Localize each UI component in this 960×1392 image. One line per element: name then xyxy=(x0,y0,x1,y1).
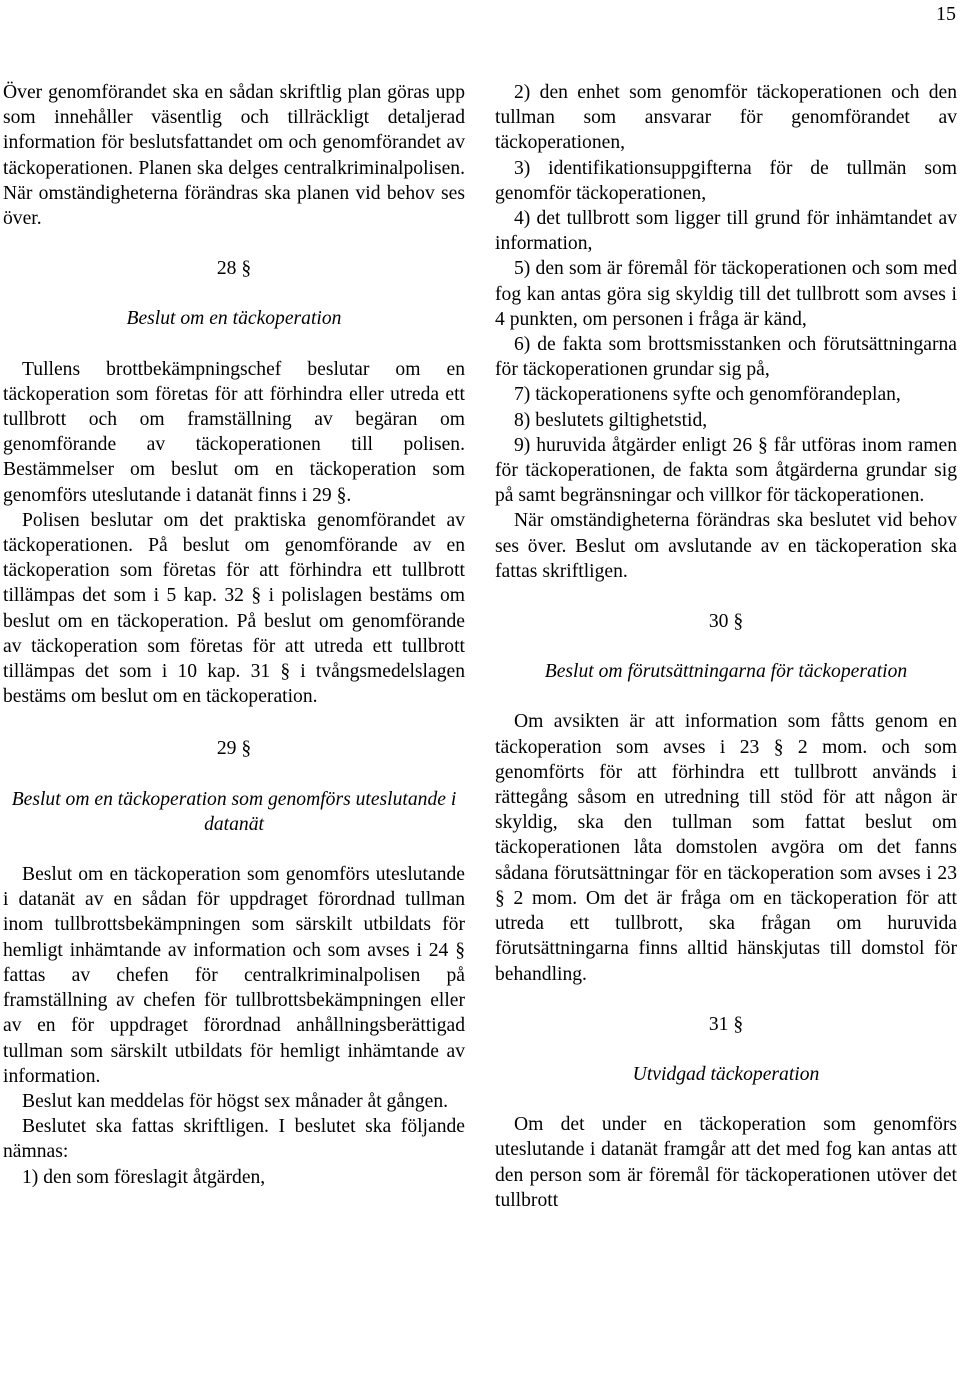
section-31-number: 31 § xyxy=(708,1013,744,1035)
section-31-title: Utvidgad täckoperation xyxy=(632,1063,820,1085)
list-item-8: 8) beslutets giltighetstid, xyxy=(514,409,708,431)
section-28-paragraph-1: Tullens brottbekämpningschef beslutar om en täckoperation som företas för att förhindra eller utreda ett tullbrott och om framställning av begäran om genomförande av täckoperationen till polisen. Bestämmelser om beslut om en täckoperation som genomförs uteslutande i datanät finns i 29 §. xyxy=(3,358,465,506)
list-item-4: 4) det tullbrott som ligger till grund för inhämtandet av information, xyxy=(495,208,957,255)
section-30-number: 30 § xyxy=(708,611,744,633)
section-31-paragraph-1: Om det under en täckoperation som genomförs uteslutande i datanät framgår att det med fog kan antas att den person som är föremål för täckoperationen utöver det tullbrott xyxy=(495,1114,957,1211)
left-column xyxy=(3,80,465,1190)
page-number: 15 xyxy=(936,3,956,25)
list-item-9: 9) huruvida åtgärder enligt 26 § får utföras inom ramen för täckoperationen, de fakta som åtgärderna grundar sig på samt begränsningar och villkor för täckoperationen. xyxy=(495,434,957,507)
section-30-title: Beslut om förutsättningarna för täckoperation xyxy=(544,661,908,683)
section-28-title: Beslut om en täckoperation xyxy=(126,308,342,330)
list-item-2: 2) den enhet som genomför täckoperationen och den tullman som ansvarar för genomförandet av täckoperationen, xyxy=(495,82,957,154)
list-item-6: 6) de fakta som brottsmisstanken och förutsättningarna för täckoperationen grundar sig på, xyxy=(495,334,957,381)
section-28-number: 28 § xyxy=(216,258,252,280)
section-29-paragraph-3: Beslutet ska fattas skriftligen. I beslutet ska följande nämnas: xyxy=(3,1116,465,1163)
section-29-list-item-1: 1) den som föreslagit åtgärden, xyxy=(22,1166,266,1188)
section-29-paragraph-1: Beslut om en täckoperation som genomförs uteslutande i datanät av en sådan för uppdraget förordnad tullman inom tullbrottsbekämpningen som särskilt utbildats för hemligt inhämtande av information och som avses i 24 § fattas av chefen för centralkriminalpolisen på framställning av chefen för tullbrottsbekämpningen eller av en för uppdraget förordnad anhållningsberättigad tullman som särskilt utbildats för hemligt inhämtande av information. xyxy=(3,864,465,1087)
after-list-paragraph: När omständigheterna förändras ska beslutet vid behov ses över. Beslut om avslutande av en täckoperation ska fattas skriftligen. xyxy=(495,510,957,582)
right-column xyxy=(495,80,957,1213)
section-29-title: Beslut om en täckoperation som genomförs uteslutande i datanät xyxy=(11,788,457,835)
section-30-paragraph-1: Om avsikten är att information som fåtts genom en täckoperation som avses i 23 § 2 mom. och som genomförts för att förhindra ett tullbrott används i rättegång såsom en utredning till stöd för att någon är skyldig, ska den tullman som fattat beslut om täckoperationen låta domstolen avgöra om det fanns sådana förutsättningar för en täckoperation som avses i 23 § 2 mom. Om det är fråga om en täckoperation för att utreda ett tullbrott, ska frågan om huruvida förutsättningarna finns alltid hänskjutas till domstol för behandling. xyxy=(495,711,957,985)
section-29-number: 29 § xyxy=(216,738,252,760)
intro-paragraph: Över genomförandet ska en sådan skriftlig plan göras upp som innehåller väsentlig och tillräckligt detaljerad information för beslutsfattandet om och genomförandet av täckoperationen. Planen ska delges centralkriminalpolisen. När omständigheterna förändras ska planen vid behov ses över. xyxy=(3,82,465,230)
list-item-5: 5) den som är föremål för täckoperationen och som med fog kan antas göra sig skyldig till det tullbrott som avses i 4 punkten, om personen i fråga är känd, xyxy=(495,258,957,330)
section-28-paragraph-2: Polisen beslutar om det praktiska genomförandet av täckoperationen. På beslut om genomförande av en täckoperation som företas för att förhindra ett tullbrott tillämpas det som i 5 kap. 32 § i polislagen bestäms om beslut om en täckoperation. På beslut om genomförande av täckoperation som företas för att utreda ett tullbrott tillämpas det som i 10 kap. 31 § i tvångsmedelslagen bestäms om beslut om en täckoperation. xyxy=(3,509,465,708)
section-29-paragraph-2: Beslut kan meddelas för högst sex månader åt gången. xyxy=(22,1090,449,1112)
list-item-3: 3) identifikationsuppgifterna för de tullmän som genomför täckoperationen, xyxy=(495,157,957,204)
list-item-7: 7) täckoperationens syfte och genomförandeplan, xyxy=(514,384,901,406)
